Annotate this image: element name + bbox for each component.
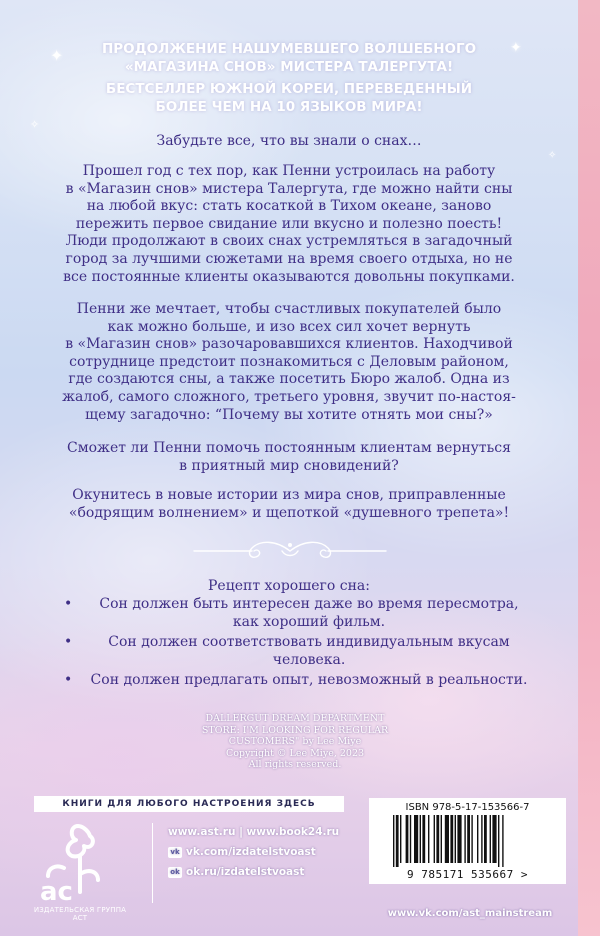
barcode-bar [457,815,461,863]
bullet: • [64,672,73,689]
bullet: • [64,634,73,651]
barcode-bar [434,815,435,863]
site-links[interactable]: www.ast.ru | www.book24.ru [168,826,340,838]
ornament-divider-icon [190,538,390,564]
publisher-caption: ИЗДАТЕЛЬСКАЯ ГРУППА АСТ [33,906,127,922]
isbn-label: ISBN 978-5-17-153566-7 [405,802,530,813]
bullet: • [64,596,73,612]
text-line: город за лучшими сюжетами на время своего отдыха, но не [65,250,513,267]
ok-link[interactable] [168,866,304,878]
barcode-bar [490,815,491,863]
paragraph-penny [0,301,578,424]
barcode-bar [436,815,439,863]
barcode-bar [406,815,409,863]
recipe-list [60,596,540,693]
copyright-notice [182,713,408,771]
copyright-line: DALLERGUT DREAM DEPARTMENT [205,713,385,724]
headline-line: БОЛЕЕ ЧЕМ НА 10 ЯЗЫКОВ МИРА! [155,99,423,115]
paragraph-invite [0,487,578,522]
copyright-line: CUSTOMERS" by Lee Miye [228,736,362,747]
divider [152,823,153,903]
barcode-bar [464,815,465,863]
barcode-bar [393,815,394,867]
logo-text: ac [40,877,73,904]
vk-link[interactable] [168,846,316,858]
headline-bestseller [0,80,578,116]
barcode-bar [414,815,418,863]
list-item [60,634,540,669]
barcode-bar [471,815,472,863]
sparkle-icon: ✧ [548,150,557,161]
text-line: Люди продолжают в своих снах устремляться в загадочный [65,233,513,250]
vk-mainstream-link[interactable]: www.vk.com/ast_mainstream [387,908,553,919]
ok-link-text[interactable]: ok.ru/izdatelstvoast [186,866,305,878]
barcode-bar [441,815,442,863]
barcode-bar [422,815,425,863]
text-line: как хороший фильм. [232,613,386,630]
text-line: сотруднице предстоит познакомиться с Деловым районом, [69,353,509,370]
sparkle-icon: ✦ [510,40,522,56]
text-line: Сможет ли Пенни помочь постоянным клиентам вернуться [67,440,511,456]
slogan-bar: КНИГИ ДЛЯ ЛЮБОГО НАСТРОЕНИЯ ЗДЕСЬ [34,796,344,812]
spine-strip [578,0,600,936]
list-item [60,672,540,690]
vk-icon: vk [168,847,182,858]
barcode-bar [400,815,401,863]
barcode-bar [450,815,453,863]
ast-logo-icon [34,818,118,904]
text-line: в приятный мир сновидений? [179,457,399,474]
text-line: «бодрящим волнением» и щепоткой «душевного трепета»! [68,504,510,521]
barcode-bar [498,815,499,867]
barcode-bar [428,815,429,863]
copyright-line: STORE: I'M LOOKING FOR REGULAR [201,724,389,736]
copyright-line: All rights reserved. [248,759,342,770]
text-line: Окунитесь в новые истории из мира снов, приправленные [72,487,506,503]
barcode-bar [467,815,470,863]
barcode-bar [481,815,482,863]
barcode-bar [420,815,421,863]
barcode-bar [477,815,478,863]
text-line: Сон должен предлагать опыт, невозможный в реальности. [90,672,528,689]
barcode-bar [445,815,449,863]
sparkle-icon: ✦ [50,46,64,65]
text-line: Сон должен соответствовать индивидуальным вкусам [108,634,510,651]
text-line: в «Магазин снов» мистера Талергута, где можно найти сны [65,180,513,197]
text-line: все постоянные клиенты оказываются довольны покупками. [63,268,515,285]
copyright-line: Copyright © Lee Miye, 2023 [225,747,365,759]
barcode-bar [502,815,503,867]
list-item [60,596,540,631]
text-line: щему загадочно: “Почему вы хотите отнять мои сны?» [85,406,493,423]
barcode-icon [393,815,543,867]
tagline: Забудьте все, что вы знали о снах… [156,133,422,149]
text-line: Сон должен быть интересен даже во время пересмотра, [99,596,519,612]
headline-line: ПРОДОЛЖЕНИЕ НАШУМЕВШЕГО ВОЛШЕБНОГО [101,41,477,57]
text-line: пережить первое свидание или вкусно и полезно поесть! [75,215,503,232]
barcode-bar [484,815,487,863]
sparkle-icon: ✧ [30,118,40,131]
text-line: в «Магазин снов» разочаровавшихся клиентов. Находчивой [65,336,513,353]
barcode-bar [410,815,411,863]
paragraph-story [0,163,578,286]
barcode-bar [492,815,496,863]
text-line: на любой вкус: стать косаткой в Тихом океане, заново [86,198,492,215]
barcode-box [369,798,566,884]
text-line: Прошел год с тех пор, как Пенни устроилась на работу [82,163,496,179]
paragraph-question [0,440,578,475]
text-line: Пенни же мечтает, чтобы счастливых покупателей было [76,301,502,317]
ean-digits: 9 785171 535667 > [406,868,529,881]
text-line: жалоб, самого сложного, третьего уровня, звучит по-настоя- [62,388,516,405]
headline-sequel [0,40,578,76]
headline-line: БЕСТСЕЛЛЕР ЮЖНОЙ КОРЕИ, ПЕРЕВЕДЕННЫЙ [105,81,473,97]
vk-link-text[interactable]: vk.com/izdatelstvoast [186,846,316,858]
text-line: как можно больше, и изо всех сил хочет вернуть [107,318,471,335]
barcode-bar [455,815,456,863]
recipe-title: Рецепт хорошего сна: [208,578,370,594]
barcode-bar [396,815,399,867]
text-line: человека. [272,651,346,668]
headline-line: «МАГАЗИНА СНОВ» МИСТЕРА ТАЛЕРГУТА! [124,59,454,75]
ok-icon: ok [168,867,182,878]
text-line: где создаются сны, а также посетить Бюро жалоб. Одна из [68,371,510,388]
